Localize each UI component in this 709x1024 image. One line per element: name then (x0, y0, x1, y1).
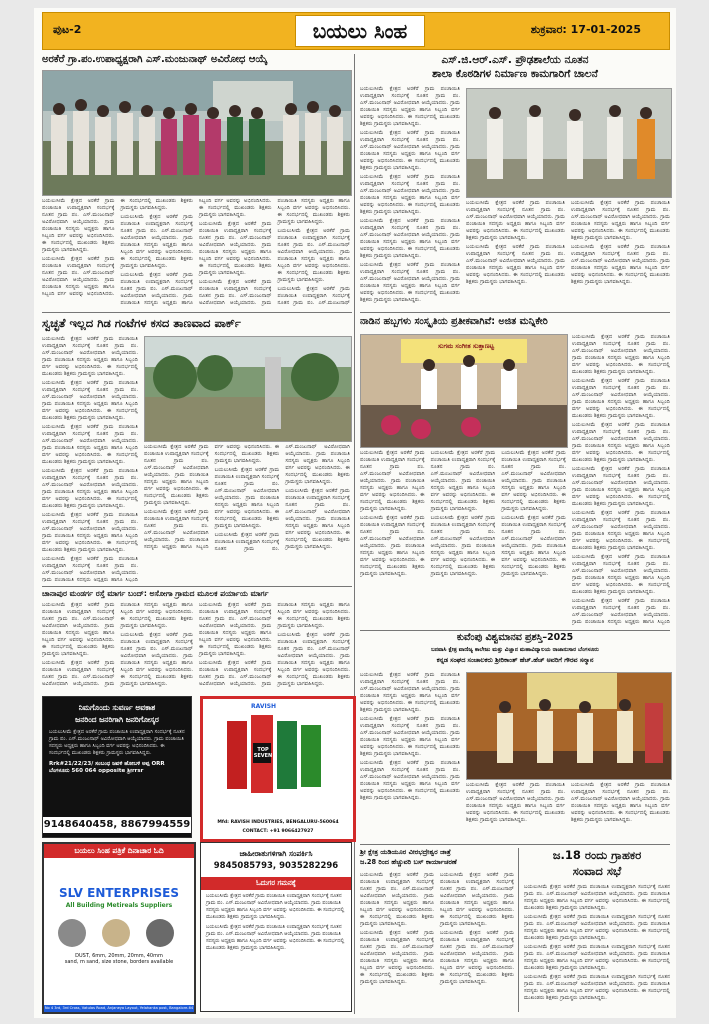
group-photo-image (43, 71, 351, 195)
column-divider-small (518, 848, 519, 1012)
ad-housing-line2: ಜನರಿಂದ ಜನರಿಗಾಗಿ ಜನರಿಗೋಸ್ಕರ (75, 715, 159, 724)
ceremony-photo-image (467, 89, 671, 197)
article-3-body-right: ಬಯಲುಸೀಮೆ ಕ್ಷೇತ್ರದ ಅರಕೆರೆ ಗ್ರಾಮ ಪಂಚಾಯಿತಿ ಉಪಾಧ್ಯಕ್ಷರಾಗಿ ಸಂದರ್ಭಕ್ಕೆ ನೂತನ ಗ್ರಾಮ ಪಂ. ಎಸ್.ಮಂಜುನಾಥ್ ಅವಿರೋಧವಾಗಿ ಆಯ್ಕೆಯಾದರು. ಗ್ರಾಮ ಪಂಚಾಯಿತಿ ಸದಸ್ಯರು ಅಧ್ಯಕ್ಷರು ಹಾಗೂ ಸಿಬ್ಬಂದಿ ವರ್ಗ ಅವರನ್ನು ಅಭಿನಂದಿಸಿದರು. ಈ ಸಂದರ್ಭದಲ್ಲಿ ಮುಖಂಡರು ಶಿಕ್ಷಕರು ಗ್ರಾಮಸ್ಥರು ಭಾಗವಹಿಸಿದ್ದರು. ಬಯಲುಸೀಮೆ ಕ್ಷೇತ್ರದ ಅರಕೆರೆ ಗ್ರಾಮ ಪಂಚಾಯಿತಿ ಉಪಾಧ್ಯಕ್ಷರಾಗಿ ಸಂದರ್ಭಕ್ಕೆ ನೂತನ ಗ್ರಾಮ ಪಂ. ಎಸ್.ಮಂಜುನಾಥ್ ಅವಿರೋಧವಾಗಿ ಆಯ್ಕೆಯಾದರು. ಗ್ರಾಮ ಪಂಚಾಯಿತಿ ಸದಸ್ಯರು ಅಧ್ಯಕ್ಷರು ಹಾಗೂ ಸಿಬ್ಬಂದಿ ವರ್ಗ ಅವರನ್ನು ಅಭಿನಂದಿಸಿದರು. ಈ ಸಂದರ್ಭದಲ್ಲಿ ಮುಖಂಡರು ಶಿಕ್ಷಕರು ಗ್ರಾಮಸ್ಥರು ಭಾಗವಹಿಸಿದ್ದರು. ಬಯಲುಸೀಮೆ ಕ್ಷೇತ್ರದ ಅರಕೆರೆ ಗ್ರಾಮ ಪಂಚಾಯಿತಿ ಉಪಾಧ್ಯಕ್ಷರಾಗಿ ಸಂದರ್ಭಕ್ಕೆ ನೂತನ ಗ್ರಾಮ ಪಂ. ಎಸ್.ಮಂಜುನಾಥ್ ಅವಿರೋಧವಾಗಿ ಆಯ್ಕೆಯಾದರು. ಗ್ರಾಮ ಪಂಚಾಯಿತಿ ಸದಸ್ಯರು ಅಧ್ಯಕ್ಷರು ಹಾಗೂ ಸಿಬ್ಬಂದಿ ವರ್ಗ ಅವರನ್ನು ಅಭಿನಂದಿಸಿದರು. ಈ ಸಂದರ್ಭದಲ್ಲಿ ಮುಖಂಡರು ಶಿಕ್ಷಕರು ಗ್ರಾಮಸ್ಥರು ಭಾಗವಹಿಸಿದ್ದರು. ಬಯಲುಸೀಮೆ ಕ್ಷೇತ್ರದ ಅರಕೆರೆ ಗ್ರಾಮ ಪಂಚಾಯಿತಿ ಉಪಾಧ್ಯಕ್ಷರಾಗಿ ಸಂದರ್ಭಕ್ಕೆ ನೂತನ ಗ್ರಾಮ ಪಂ. ಎಸ್.ಮಂಜುನಾಥ್ ಅವಿರೋಧವಾಗಿ ಆಯ್ಕೆಯಾದರು. ಗ್ರಾಮ ಪಂಚಾಯಿತಿ ಸದಸ್ಯರು ಅಧ್ಯಕ್ಷರು ಹಾಗೂ ಸಿಬ್ಬಂದಿ ವರ್ಗ ಅವರನ್ನು ಅಭಿನಂದಿಸಿದರು. ಈ ಸಂದರ್ಭದಲ್ಲಿ ಮುಖಂಡರು ಶಿಕ್ಷಕರು ಗ್ರಾಮಸ್ಥರು ಭಾಗವಹಿಸಿದ್ದರು. ಬಯಲುಸೀಮೆ ಕ್ಷೇತ್ರದ ಅರಕೆರೆ ಗ್ರಾಮ ಪಂಚಾಯಿತಿ ಉಪಾಧ್ಯಕ್ಷರಾಗಿ ಸಂದರ್ಭಕ್ಕೆ ನೂತನ ಗ್ರಾಮ ಪಂ. ಎಸ್.ಮಂಜುನಾಥ್ ಅವಿರೋಧವಾಗಿ ಆಯ್ಕೆಯಾದರು. ಗ್ರಾಮ ಪಂಚಾಯಿತಿ ಸದಸ್ಯರು ಅಧ್ಯಕ್ಷರು ಹಾಗೂ ಸಿಬ್ಬಂದಿ ವರ್ಗ ಅವರನ್ನು ಅಭಿನಂದಿಸಿದರು. ಈ ಸಂದರ್ಭದಲ್ಲಿ ಮುಖಂಡರು ಶಿಕ್ಷಕರು ಗ್ರಾಮಸ್ಥರು ಭಾಗವಹಿಸಿದ್ದರು. (144, 444, 350, 552)
article-1-headline: ಅರಕೆರೆ ಗ್ರಾ.ಪಂ.ಉಪಾಧ್ಯಕ್ಷರಾಗಿ ಎಸ್.ಮಂಜುನಾಥ್ ಅವಿರೋಧ ಆಯ್ಕೆ (42, 54, 268, 65)
section-rule (360, 844, 670, 845)
article-3-headline: ಸ್ವಚ್ಛತೆ ಇಲ್ಲದ ಗಿಡ ಗಂಟೆಗಳ ಕಸದ ತಾಣವಾದ ಪಾರ್ಕ್ (42, 316, 241, 330)
ad-product-packets (203, 713, 347, 809)
article-4-body-right: ಬಯಲುಸೀಮೆ ಕ್ಷೇತ್ರದ ಅರಕೆರೆ ಗ್ರಾಮ ಪಂಚಾಯಿತಿ ಉಪಾಧ್ಯಕ್ಷರಾಗಿ ಸಂದರ್ಭಕ್ಕೆ ನೂತನ ಗ್ರಾಮ ಪಂ. ಎಸ್.ಮಂಜುನಾಥ್ ಅವಿರೋಧವಾಗಿ ಆಯ್ಕೆಯಾದರು. ಗ್ರಾಮ ಪಂಚಾಯಿತಿ ಸದಸ್ಯರು ಅಧ್ಯಕ್ಷರು ಹಾಗೂ ಸಿಬ್ಬಂದಿ ವರ್ಗ ಅವರನ್ನು ಅಭಿನಂದಿಸಿದರು. ಈ ಸಂದರ್ಭದಲ್ಲಿ ಮುಖಂಡರು ಶಿಕ್ಷಕರು ಗ್ರಾಮಸ್ಥರು ಭಾಗವಹಿಸಿದ್ದರು. ಬಯಲುಸೀಮೆ ಕ್ಷೇತ್ರದ ಅರಕೆರೆ ಗ್ರಾಮ ಪಂಚಾಯಿತಿ ಉಪಾಧ್ಯಕ್ಷರಾಗಿ ಸಂದರ್ಭಕ್ಕೆ ನೂತನ ಗ್ರಾಮ ಪಂ. ಎಸ್.ಮಂಜುನಾಥ್ ಅವಿರೋಧವಾಗಿ ಆಯ್ಕೆಯಾದರು. ಗ್ರಾಮ ಪಂಚಾಯಿತಿ ಸದಸ್ಯರು ಅಧ್ಯಕ್ಷರು ಹಾಗೂ ಸಿಬ್ಬಂದಿ ವರ್ಗ ಅವರನ್ನು ಅಭಿನಂದಿಸಿದರು. ಈ ಸಂದರ್ಭದಲ್ಲಿ ಮುಖಂಡರು ಶಿಕ್ಷಕರು ಗ್ರಾಮಸ್ಥರು ಭಾಗವಹಿಸಿದ್ದರು. ಬಯಲುಸೀಮೆ ಕ್ಷೇತ್ರದ ಅರಕೆರೆ ಗ್ರಾಮ ಪಂಚಾಯಿತಿ ಉಪಾಧ್ಯಕ್ಷರಾಗಿ ಸಂದರ್ಭಕ್ಕೆ ನೂತನ ಗ್ರಾಮ ಪಂ. ಎಸ್.ಮಂಜುನಾಥ್ ಅವಿರೋಧವಾಗಿ ಆಯ್ಕೆಯಾದರು. ಗ್ರಾಮ ಪಂಚಾಯಿತಿ ಸದಸ್ಯರು ಅಧ್ಯಕ್ಷರು ಹಾಗೂ ಸಿಬ್ಬಂದಿ ವರ್ಗ ಅವರನ್ನು ಅಭಿನಂದಿಸಿದರು. ಈ ಸಂದರ್ಭದಲ್ಲಿ ಮುಖಂಡರು ಶಿಕ್ಷಕರು ಗ್ರಾಮಸ್ಥರು ಭಾಗವಹಿಸಿದ್ದರು. ಬಯಲುಸೀಮೆ ಕ್ಷೇತ್ರದ ಅರಕೆರೆ ಗ್ರಾಮ ಪಂಚಾಯಿತಿ ಉಪಾಧ್ಯಕ್ಷರಾಗಿ ಸಂದರ್ಭಕ್ಕೆ ನೂತನ ಗ್ರಾಮ ಪಂ. ಎಸ್.ಮಂಜುನಾಥ್ ಅವಿರೋಧವಾಗಿ ಆಯ್ಕೆಯಾದರು. ಗ್ರಾಮ ಪಂಚಾಯಿತಿ ಸದಸ್ಯರು ಅಧ್ಯಕ್ಷರು ಹಾಗೂ ಸಿಬ್ಬಂದಿ ವರ್ಗ ಅವರನ್ನು ಅಭಿನಂದಿಸಿದರು. ಈ ಸಂದರ್ಭದಲ್ಲಿ ಮುಖಂಡರು ಶಿಕ್ಷಕರು ಗ್ರಾಮಸ್ಥರು ಭಾಗವಹಿಸಿದ್ದರು. ಬಯಲುಸೀಮೆ ಕ್ಷೇತ್ರದ ಅರಕೆರೆ ಗ್ರಾಮ ಪಂಚಾಯಿತಿ ಉಪಾಧ್ಯಕ್ಷರಾಗಿ ಸಂದರ್ಭಕ್ಕೆ ನೂತನ ಗ್ರಾಮ ಪಂ. ಎಸ್.ಮಂಜುನಾಥ್ ಅವಿರೋಧವಾಗಿ ಆಯ್ಕೆಯಾದರು. ಗ್ರಾಮ ಪಂಚಾಯಿತಿ ಸದಸ್ಯರು ಅಧ್ಯಕ್ಷರು ಹಾಗೂ ಸಿಬ್ಬಂದಿ ವರ್ಗ ಅವರನ್ನು ಅಭಿನಂದಿಸಿದರು. ಈ ಸಂದರ್ಭದಲ್ಲಿ ಮುಖಂಡರು ಶಿಕ್ಷಕರು ಗ್ರಾಮಸ್ಥರು ಭಾಗವಹಿಸಿದ್ದರು. ಬಯಲುಸೀಮೆ ಕ್ಷೇತ್ರದ ಅರಕೆರೆ ಗ್ರಾಮ ಪಂಚಾಯಿತಿ ಉಪಾಧ್ಯಕ್ಷರಾಗಿ ಸಂದರ್ಭಕ್ಕೆ ನೂತನ ಗ್ರಾಮ ಪಂ. ಎಸ್.ಮಂಜುನಾಥ್ ಅವಿರೋಧವಾಗಿ ಆಯ್ಕೆಯಾದರು. ಗ್ರಾಮ ಪಂಚಾಯಿತಿ ಸದಸ್ಯರು ಅಧ್ಯಕ್ಷರು ಹಾಗೂ ಸಿಬ್ಬಂದಿ ವರ್ಗ ಅವರನ್ನು ಅಭಿನಂದಿಸಿದರು. ಈ ಸಂದರ್ಭದಲ್ಲಿ ಮುಖಂಡರು ಶಿಕ್ಷಕರು ಗ್ರಾಮಸ್ಥರು ಭಾಗವಹಿಸಿದ್ದರು. ಬಯಲುಸೀಮೆ ಕ್ಷೇತ್ರದ ಅರಕೆರೆ ಗ್ರಾಮ ಪಂಚಾಯಿತಿ ಉಪಾಧ್ಯಕ್ಷರಾಗಿ ಸಂದರ್ಭಕ್ಕೆ ನೂತನ ಗ್ರಾಮ ಪಂ. ಎಸ್.ಮಂಜುನಾಥ್ ಅವಿರೋಧವಾಗಿ ಆಯ್ಕೆಯಾದರು. ಗ್ರಾಮ ಪಂಚಾಯಿತಿ ಸದಸ್ಯರು ಅಧ್ಯಕ್ಷರು ಹಾಗೂ ಸಿಬ್ಬಂದಿ (572, 334, 670, 625)
park-photo-image (145, 337, 351, 441)
masthead-title-box (295, 15, 425, 47)
article-6-photo (466, 672, 672, 780)
ad-contact-notice-body: ಬಯಲುಸೀಮೆ ಕ್ಷೇತ್ರದ ಅರಕೆರೆ ಗ್ರಾಮ ಪಂಚಾಯಿತಿ ಉಪಾಧ್ಯಕ್ಷರಾಗಿ ಸಂದರ್ಭಕ್ಕೆ ನೂತನ ಗ್ರಾಮ ಪಂ. ಎಸ್.ಮಂಜುನಾಥ್ ಅವಿರೋಧವಾಗಿ ಆಯ್ಕೆಯಾದರು. ಗ್ರಾಮ ಪಂಚಾಯಿತಿ ಸದಸ್ಯರು ಅಧ್ಯಕ್ಷರು ಹಾಗೂ ಸಿಬ್ಬಂದಿ ವರ್ಗ ಅವರನ್ನು ಅಭಿನಂದಿಸಿದರು. ಈ ಸಂದರ್ಭದಲ್ಲಿ ಮುಖಂಡರು ಶಿಕ್ಷಕರು ಗ್ರಾಮಸ್ಥರು ಭಾಗವಹಿಸಿದ್ದರು. (206, 893, 345, 920)
article-7-headline-2: ಜ.28 ರಿಂದ ಹೆಚ್ಚುವರಿ ಬಸ್ ಕಾರ್ಯಾಚರಣೆ (360, 858, 457, 866)
article-7-headline-1: ಶ್ರೀ ಕ್ಷೇತ್ರ ಯಡಿಯೂರ ವೀರಭದ್ರೇಶ್ವರ ಜಾತ್ರೆ (360, 848, 451, 856)
article-2-body-top: ಬಯಲುಸೀಮೆ ಕ್ಷೇತ್ರದ ಅರಕೆರೆ ಗ್ರಾಮ ಪಂಚಾಯಿತಿ ಉಪಾಧ್ಯಕ್ಷರಾಗಿ ಸಂದರ್ಭಕ್ಕೆ ನೂತನ ಗ್ರಾಮ ಪಂ. ಎಸ್.ಮಂಜುನಾಥ್ ಅವಿರೋಧವಾಗಿ ಆಯ್ಕೆಯಾದರು. ಗ್ರಾಮ ಪಂಚಾಯಿತಿ ಸದಸ್ಯರು ಅಧ್ಯಕ್ಷರು ಹಾಗೂ ಸಿಬ್ಬಂದಿ ವರ್ಗ ಅವರನ್ನು ಅಭಿನಂದಿಸಿದರು. ಈ ಸಂದರ್ಭದಲ್ಲಿ ಮುಖಂಡರು ಶಿಕ್ಷಕರು ಗ್ರಾಮಸ್ಥರು ಭಾಗವಹಿಸಿದ್ದರು. ಬಯಲುಸೀಮೆ ಕ್ಷೇತ್ರದ ಅರಕೆರೆ ಗ್ರಾಮ ಪಂಚಾಯಿತಿ ಉಪಾಧ್ಯಕ್ಷರಾಗಿ ಸಂದರ್ಭಕ್ಕೆ ನೂತನ ಗ್ರಾಮ ಪಂ. ಎಸ್.ಮಂಜುನಾಥ್ ಅವಿರೋಧವಾಗಿ ಆಯ್ಕೆಯಾದರು. ಗ್ರಾಮ ಪಂಚಾಯಿತಿ ಸದಸ್ಯರು ಅಧ್ಯಕ್ಷರು ಹಾಗೂ ಸಿಬ್ಬಂದಿ ವರ್ಗ ಅವರನ್ನು ಅಭಿನಂದಿಸಿದರು. ಈ ಸಂದರ್ಭದಲ್ಲಿ ಮುಖಂಡರು ಶಿಕ್ಷಕರು ಗ್ರಾಮಸ್ಥರು ಭಾಗವಹಿಸಿದ್ದರು. ಬಯಲುಸೀಮೆ ಕ್ಷೇತ್ರದ ಅರಕೆರೆ ಗ್ರಾಮ ಪಂಚಾಯಿತಿ ಉಪಾಧ್ಯಕ್ಷರಾಗಿ ಸಂದರ್ಭಕ್ಕೆ ನೂತನ ಗ್ರಾಮ ಪಂ. ಎಸ್.ಮಂಜುನಾಥ್ ಅವಿರೋಧವಾಗಿ ಆಯ್ಕೆಯಾದರು. ಗ್ರಾಮ ಪಂಚಾಯಿತಿ ಸದಸ್ಯರು ಅಧ್ಯಕ್ಷರು ಹಾಗೂ ಸಿಬ್ಬಂದಿ ವರ್ಗ ಅವರನ್ನು ಅಭಿನಂದಿಸಿದರು. ಈ ಸಂದರ್ಭದಲ್ಲಿ ಮುಖಂಡರು ಶಿಕ್ಷಕರು ಗ್ರಾಮಸ್ಥರು ಭಾಗವಹಿಸಿದ್ದರು. ಬಯಲುಸೀಮೆ ಕ್ಷೇತ್ರದ ಅರಕೆರೆ ಗ್ರಾಮ ಪಂಚಾಯಿತಿ ಉಪಾಧ್ಯಕ್ಷರಾಗಿ ಸಂದರ್ಭಕ್ಕೆ ನೂತನ ಗ್ರಾಮ ಪಂ. ಎಸ್.ಮಂಜುನಾಥ್ ಅವಿರೋಧವಾಗಿ ಆಯ್ಕೆಯಾದರು. ಗ್ರಾಮ ಪಂಚಾಯಿತಿ ಸದಸ್ಯರು ಅಧ್ಯಕ್ಷರು ಹಾಗೂ ಸಿಬ್ಬಂದಿ ವರ್ಗ ಅವರನ್ನು ಅಭಿನಂದಿಸಿದರು. ಈ ಸಂದರ್ಭದಲ್ಲಿ ಮುಖಂಡರು ಶಿಕ್ಷಕರು ಗ್ರಾಮಸ್ಥರು ಭಾಗವಹಿಸಿದ್ದರು. ಬಯಲುಸೀಮೆ ಕ್ಷೇತ್ರದ ಅರಕೆರೆ ಗ್ರಾಮ ಪಂಚಾಯಿತಿ ಉಪಾಧ್ಯಕ್ಷರಾಗಿ ಸಂದರ್ಭಕ್ಕೆ ನೂತನ ಗ್ರಾಮ ಪಂ. ಎಸ್.ಮಂಜುನಾಥ್ ಅವಿರೋಧವಾಗಿ ಆಯ್ಕೆಯಾದರು. ಗ್ರಾಮ ಪಂಚಾಯಿತಿ ಸದಸ್ಯರು ಅಧ್ಯಕ್ಷರು ಹಾಗೂ ಸಿಬ್ಬಂದಿ ವರ್ಗ ಅವರನ್ನು ಅಭಿನಂದಿಸಿದರು. ಈ ಸಂದರ್ಭದಲ್ಲಿ ಮುಖಂಡರು ಶಿಕ್ಷಕರು ಗ್ರಾಮಸ್ಥರು ಭಾಗವಹಿಸಿದ್ದರು. (360, 86, 460, 303)
ad-slv-footer: No 4 3rd, 3rd Cross, Vatulas Road, Anjaneya Layout, Yelahanka post, Bangalore-64 (44, 1006, 194, 1010)
ad-slv-enterprises (42, 842, 196, 1014)
ad-slv-products: DUST, 6mm, 20mm, 20mm, 40mm (75, 953, 163, 959)
ad-slv-tagline: All Building Metireals Suppliers (65, 902, 173, 909)
newspaper-page (34, 8, 676, 1018)
ad-slv-materials-image (44, 913, 190, 953)
ad-contact-notice-title: ಓದುಗರ ಗಮನಕ್ಕೆ (201, 877, 351, 890)
section-rule (42, 312, 352, 313)
ad-slv-company: SLV ENTERPRISES (59, 886, 179, 900)
page-label: ಪುಟ-2 (53, 23, 82, 36)
ad-housing-pin: ಬೆಂಗಳೂರು 560 064 opposite ಶ್ರೀrrsr (49, 768, 144, 774)
ad-product (200, 696, 356, 842)
article-1-body: ಬಯಲುಸೀಮೆ ಕ್ಷೇತ್ರದ ಅರಕೆರೆ ಗ್ರಾಮ ಪಂಚಾಯಿತಿ ಉಪಾಧ್ಯಕ್ಷರಾಗಿ ಸಂದರ್ಭಕ್ಕೆ ನೂತನ ಗ್ರಾಮ ಪಂ. ಎಸ್.ಮಂಜುನಾಥ್ ಅವಿರೋಧವಾಗಿ ಆಯ್ಕೆಯಾದರು. ಗ್ರಾಮ ಪಂಚಾಯಿತಿ ಸದಸ್ಯರು ಅಧ್ಯಕ್ಷರು ಹಾಗೂ ಸಿಬ್ಬಂದಿ ವರ್ಗ ಅವರನ್ನು ಅಭಿನಂದಿಸಿದರು. ಈ ಸಂದರ್ಭದಲ್ಲಿ ಮುಖಂಡರು ಶಿಕ್ಷಕರು ಗ್ರಾಮಸ್ಥರು ಭಾಗವಹಿಸಿದ್ದರು. ಬಯಲುಸೀಮೆ ಕ್ಷೇತ್ರದ ಅರಕೆರೆ ಗ್ರಾಮ ಪಂಚಾಯಿತಿ ಉಪಾಧ್ಯಕ್ಷರಾಗಿ ಸಂದರ್ಭಕ್ಕೆ ನೂತನ ಗ್ರಾಮ ಪಂ. ಎಸ್.ಮಂಜುನಾಥ್ ಅವಿರೋಧವಾಗಿ ಆಯ್ಕೆಯಾದರು. ಗ್ರಾಮ ಪಂಚಾಯಿತಿ ಸದಸ್ಯರು ಅಧ್ಯಕ್ಷರು ಹಾಗೂ ಸಿಬ್ಬಂದಿ ವರ್ಗ ಅವರನ್ನು ಅಭಿನಂದಿಸಿದರು. ಈ ಸಂದರ್ಭದಲ್ಲಿ ಮುಖಂಡರು ಶಿಕ್ಷಕರು ಗ್ರಾಮಸ್ಥರು ಭಾಗವಹಿಸಿದ್ದರು. ಬಯಲುಸೀಮೆ ಕ್ಷೇತ್ರದ ಅರಕೆರೆ ಗ್ರಾಮ ಪಂಚಾಯಿತಿ ಉಪಾಧ್ಯಕ್ಷರಾಗಿ ಸಂದರ್ಭಕ್ಕೆ ನೂತನ ಗ್ರಾಮ ಪಂ. ಎಸ್.ಮಂಜುನಾಥ್ ಅವಿರೋಧವಾಗಿ ಆಯ್ಕೆಯಾದರು. ಗ್ರಾಮ ಪಂಚಾಯಿತಿ ಸದಸ್ಯರು ಅಧ್ಯಕ್ಷರು ಹಾಗೂ ಸಿಬ್ಬಂದಿ ವರ್ಗ ಅವರನ್ನು ಅಭಿನಂದಿಸಿದರು. ಈ ಸಂದರ್ಭದಲ್ಲಿ ಮುಖಂಡರು ಶಿಕ್ಷಕರು ಗ್ರಾಮಸ್ಥರು ಭಾಗವಹಿಸಿದ್ದರು. ಬಯಲುಸೀಮೆ ಕ್ಷೇತ್ರದ ಅರಕೆರೆ ಗ್ರಾಮ ಪಂಚಾಯಿತಿ ಉಪಾಧ್ಯಕ್ಷರಾಗಿ ಸಂದರ್ಭಕ್ಕೆ ನೂತನ ಗ್ರಾಮ ಪಂ. ಎಸ್.ಮಂಜುನಾಥ್ ಅವಿರೋಧವಾಗಿ ಆಯ್ಕೆಯಾದರು. ಗ್ರಾಮ ಪಂಚಾಯಿತಿ ಸದಸ್ಯರು ಅಧ್ಯಕ್ಷರು ಹಾಗೂ ಸಿಬ್ಬಂದಿ ವರ್ಗ ಅವರನ್ನು ಅಭಿನಂದಿಸಿದರು. ಈ ಸಂದರ್ಭದಲ್ಲಿ ಮುಖಂಡರು ಶಿಕ್ಷಕರು ಗ್ರಾಮಸ್ಥರು ಭಾಗವಹಿಸಿದ್ದರು. ಬಯಲುಸೀಮೆ ಕ್ಷೇತ್ರದ ಅರಕೆರೆ ಗ್ರಾಮ ಪಂಚಾಯಿತಿ ಉಪಾಧ್ಯಕ್ಷರಾಗಿ ಸಂದರ್ಭಕ್ಕೆ ನೂತನ ಗ್ರಾಮ ಪಂ. ಎಸ್.ಮಂಜುನಾಥ್ ಅವಿರೋಧವಾಗಿ ಆಯ್ಕೆಯಾದರು. ಗ್ರಾಮ ಪಂಚಾಯಿತಿ ಸದಸ್ಯರು ಅಧ್ಯಕ್ಷರು ಹಾಗೂ ಸಿಬ್ಬಂದಿ ವರ್ಗ ಅವರನ್ನು ಅಭಿನಂದಿಸಿದರು. ಈ ಸಂದರ್ಭದಲ್ಲಿ ಮುಖಂಡರು ಶಿಕ್ಷಕರು ಗ್ರಾಮಸ್ಥರು ಭಾಗವಹಿಸಿದ್ದರು. ಬಯಲುಸೀಮೆ ಕ್ಷೇತ್ರದ ಅರಕೆರೆ ಗ್ರಾಮ ಪಂಚಾಯಿತಿ ಉಪಾಧ್ಯಕ್ಷರಾಗಿ ಸಂದರ್ಭಕ್ಕೆ ನೂತನ ಗ್ರಾಮ ಪಂ. ಎಸ್.ಮಂಜುನಾಥ್ ಅವಿರೋಧವಾಗಿ ಆಯ್ಕೆಯಾದರು. ಗ್ರಾಮ ಪಂಚಾಯಿತಿ ಸದಸ್ಯರು ಅಧ್ಯಕ್ಷರು ಹಾಗೂ ಸಿಬ್ಬಂದಿ ವರ್ಗ ಅವರನ್ನು ಅಭಿನಂದಿಸಿದರು. ಈ ಸಂದರ್ಭದಲ್ಲಿ ಮುಖಂಡರು ಶಿಕ್ಷಕರು ಗ್ರಾಮಸ್ಥರು ಭಾಗವಹಿಸಿದ್ದರು. ಬಯಲುಸೀಮೆ ಕ್ಷೇತ್ರದ ಅರಕೆರೆ ಗ್ರಾಮ ಪಂಚಾಯಿತಿ ಉಪಾಧ್ಯಕ್ಷರಾಗಿ ಸಂದರ್ಭಕ್ಕೆ ನೂತನ ಗ್ರಾಮ ಪಂ. ಎಸ್.ಮಂಜುನಾಥ್ ಅವಿರೋಧವಾಗಿ ಆಯ್ಕೆಯಾದರು. ಗ್ರಾಮ ಪಂಚಾಯಿತಿ ಸದಸ್ಯರು ಅಧ್ಯಕ್ಷರು ಹಾಗೂ ಸಿಬ್ಬಂದಿ ವರ್ಗ ಅವರನ್ನು ಅಭಿನಂದಿಸಿದರು. ಈ ಸಂದರ್ಭದಲ್ಲಿ ಮುಖಂಡರು ಶಿಕ್ಷಕರು ಗ್ರಾಮಸ್ಥರು ಭಾಗವಹಿಸಿದ್ದರು. ಬಯಲುಸೀಮೆ ಕ್ಷೇತ್ರದ ಅರಕೆರೆ ಗ್ರಾಮ ಪಂಚಾಯಿತಿ ಉಪಾಧ್ಯಕ್ಷರಾಗಿ ಸಂದರ್ಭಕ್ಕೆ ನೂತನ ಗ್ರಾಮ ಪಂ. ಎಸ್.ಮಂಜುನಾಥ್ (42, 198, 350, 306)
section-rule (42, 586, 352, 587)
newspaper-title: ಬಯಲು ಸಿಂಹ (312, 19, 408, 43)
ad-housing (42, 696, 192, 838)
article-4-headline: ನಾಡಿನ ಹಬ್ಬಗಳು ಸಂಸ್ಕೃತಿಯ ಪ್ರತೀಕವಾಗಿವೆ: ಅಜಿತ ಮನ್ನಿಕೇರಿ (360, 316, 548, 327)
date-label: ಶುಕ್ರವಾರ: 17-01-2025 (530, 23, 641, 36)
article-2-body-bottom: ಬಯಲುಸೀಮೆ ಕ್ಷೇತ್ರದ ಅರಕೆರೆ ಗ್ರಾಮ ಪಂಚಾಯಿತಿ ಉಪಾಧ್ಯಕ್ಷರಾಗಿ ಸಂದರ್ಭಕ್ಕೆ ನೂತನ ಗ್ರಾಮ ಪಂ. ಎಸ್.ಮಂಜುನಾಥ್ ಅವಿರೋಧವಾಗಿ ಆಯ್ಕೆಯಾದರು. ಗ್ರಾಮ ಪಂಚಾಯಿತಿ ಸದಸ್ಯರು ಅಧ್ಯಕ್ಷರು ಹಾಗೂ ಸಿಬ್ಬಂದಿ ವರ್ಗ ಅವರನ್ನು ಅಭಿನಂದಿಸಿದರು. ಈ ಸಂದರ್ಭದಲ್ಲಿ ಮುಖಂಡರು ಶಿಕ್ಷಕರು ಗ್ರಾಮಸ್ಥರು ಭಾಗವಹಿಸಿದ್ದರು. ಬಯಲುಸೀಮೆ ಕ್ಷೇತ್ರದ ಅರಕೆರೆ ಗ್ರಾಮ ಪಂಚಾಯಿತಿ ಉಪಾಧ್ಯಕ್ಷರಾಗಿ ಸಂದರ್ಭಕ್ಕೆ ನೂತನ ಗ್ರಾಮ ಪಂ. ಎಸ್.ಮಂಜುನಾಥ್ ಅವಿರೋಧವಾಗಿ ಆಯ್ಕೆಯಾದರು. ಗ್ರಾಮ ಪಂಚಾಯಿತಿ ಸದಸ್ಯರು ಅಧ್ಯಕ್ಷರು ಹಾಗೂ ಸಿಬ್ಬಂದಿ ವರ್ಗ ಅವರನ್ನು ಅಭಿನಂದಿಸಿದರು. ಈ ಸಂದರ್ಭದಲ್ಲಿ ಮುಖಂಡರು ಶಿಕ್ಷಕರು ಗ್ರಾಮಸ್ಥರು ಭಾಗವಹಿಸಿದ್ದರು. ಬಯಲುಸೀಮೆ ಕ್ಷೇತ್ರದ ಅರಕೆರೆ ಗ್ರಾಮ ಪಂಚಾಯಿತಿ ಉಪಾಧ್ಯಕ್ಷರಾಗಿ ಸಂದರ್ಭಕ್ಕೆ ನೂತನ ಗ್ರಾಮ ಪಂ. ಎಸ್.ಮಂಜುನಾಥ್ ಅವಿರೋಧವಾಗಿ ಆಯ್ಕೆಯಾದರು. ಗ್ರಾಮ ಪಂಚಾಯಿತಿ ಸದಸ್ಯರು ಅಧ್ಯಕ್ಷರು ಹಾಗೂ ಸಿಬ್ಬಂದಿ ವರ್ಗ ಅವರನ್ನು ಅಭಿನಂದಿಸಿದರು. ಈ ಸಂದರ್ಭದಲ್ಲಿ ಮುಖಂಡರು ಶಿಕ್ಷಕರು ಗ್ರಾಮಸ್ಥರು ಭಾಗವಹಿಸಿದ್ದರು. ಬಯಲುಸೀಮೆ ಕ್ಷೇತ್ರದ ಅರಕೆರೆ ಗ್ರಾಮ ಪಂಚಾಯಿತಿ ಉಪಾಧ್ಯಕ್ಷರಾಗಿ ಸಂದರ್ಭಕ್ಕೆ ನೂತನ ಗ್ರಾಮ ಪಂ. ಎಸ್.ಮಂಜುನಾಥ್ ಅವಿರೋಧವಾಗಿ ಆಯ್ಕೆಯಾದರು. ಗ್ರಾಮ ಪಂಚಾಯಿತಿ ಸದಸ್ಯರು ಅಧ್ಯಕ್ಷರು ಹಾಗೂ ಸಿಬ್ಬಂದಿ ವರ್ಗ ಅವರನ್ನು ಅಭಿನಂದಿಸಿದರು. ಈ ಸಂದರ್ಭದಲ್ಲಿ ಮುಖಂಡರು ಶಿಕ್ಷಕರು ಗ್ರಾಮಸ್ಥರು ಭಾಗವಹಿಸಿದ್ದರು. (466, 200, 670, 285)
ad-product-brand: RAVISH (251, 703, 277, 710)
article-2-headline-2: ಶಾಲಾ ಕೊಠಡಿಗಳ ನಿರ್ಮಾಣ ಕಾಮಗಾರಿಗೆ ಚಾಲನೆ (432, 68, 598, 80)
article-5-headline: ಚಾನಾಪುರ ಮಂಡರ್ಗ ರಸ್ತೆ ಮಾರ್ಗ ಬಂದ್: ಅಸೋಗಾ ಗ್ರಾಮದ ಮೂಲಕ ಪರ್ಯಾಯ ಮಾರ್ಗ (42, 589, 269, 598)
article-5-body: ಬಯಲುಸೀಮೆ ಕ್ಷೇತ್ರದ ಅರಕೆರೆ ಗ್ರಾಮ ಪಂಚಾಯಿತಿ ಉಪಾಧ್ಯಕ್ಷರಾಗಿ ಸಂದರ್ಭಕ್ಕೆ ನೂತನ ಗ್ರಾಮ ಪಂ. ಎಸ್.ಮಂಜುನಾಥ್ ಅವಿರೋಧವಾಗಿ ಆಯ್ಕೆಯಾದರು. ಗ್ರಾಮ ಪಂಚಾಯಿತಿ ಸದಸ್ಯರು ಅಧ್ಯಕ್ಷರು ಹಾಗೂ ಸಿಬ್ಬಂದಿ ವರ್ಗ ಅವರನ್ನು ಅಭಿನಂದಿಸಿದರು. ಈ ಸಂದರ್ಭದಲ್ಲಿ ಮುಖಂಡರು ಶಿಕ್ಷಕರು ಗ್ರಾಮಸ್ಥರು ಭಾಗವಹಿಸಿದ್ದರು. ಬಯಲುಸೀಮೆ ಕ್ಷೇತ್ರದ ಅರಕೆರೆ ಗ್ರಾಮ ಪಂಚಾಯಿತಿ ಉಪಾಧ್ಯಕ್ಷರಾಗಿ ಸಂದರ್ಭಕ್ಕೆ ನೂತನ ಗ್ರಾಮ ಪಂ. ಎಸ್.ಮಂಜುನಾಥ್ ಅವಿರೋಧವಾಗಿ ಆಯ್ಕೆಯಾದರು. ಗ್ರಾಮ ಪಂಚಾಯಿತಿ ಸದಸ್ಯರು ಅಧ್ಯಕ್ಷರು ಹಾಗೂ ಸಿಬ್ಬಂದಿ ವರ್ಗ ಅವರನ್ನು ಅಭಿನಂದಿಸಿದರು. ಈ ಸಂದರ್ಭದಲ್ಲಿ ಮುಖಂಡರು ಶಿಕ್ಷಕರು ಗ್ರಾಮಸ್ಥರು ಭಾಗವಹಿಸಿದ್ದರು. ಬಯಲುಸೀಮೆ ಕ್ಷೇತ್ರದ ಅರಕೆರೆ ಗ್ರಾಮ ಪಂಚಾಯಿತಿ ಉಪಾಧ್ಯಕ್ಷರಾಗಿ ಸಂದರ್ಭಕ್ಕೆ ನೂತನ ಗ್ರಾಮ ಪಂ. ಎಸ್.ಮಂಜುನಾಥ್ ಅವಿರೋಧವಾಗಿ ಆಯ್ಕೆಯಾದರು. ಗ್ರಾಮ ಪಂಚಾಯಿತಿ ಸದಸ್ಯರು ಅಧ್ಯಕ್ಷರು ಹಾಗೂ ಸಿಬ್ಬಂದಿ ವರ್ಗ ಅವರನ್ನು ಅಭಿನಂದಿಸಿದರು. ಈ ಸಂದರ್ಭದಲ್ಲಿ ಮುಖಂಡರು ಶಿಕ್ಷಕರು ಗ್ರಾಮಸ್ಥರು ಭಾಗವಹಿಸಿದ್ದರು. ಬಯಲುಸೀಮೆ ಕ್ಷೇತ್ರದ ಅರಕೆರೆ ಗ್ರಾಮ ಪಂಚಾಯಿತಿ ಉಪಾಧ್ಯಕ್ಷರಾಗಿ ಸಂದರ್ಭಕ್ಕೆ ನೂತನ ಗ್ರಾಮ ಪಂ. ಎಸ್.ಮಂಜುನಾಥ್ ಅವಿರೋಧವಾಗಿ ಆಯ್ಕೆಯಾದರು. ಗ್ರಾಮ ಪಂಚಾಯಿತಿ ಸದಸ್ಯರು ಅಧ್ಯಕ್ಷರು ಹಾಗೂ ಸಿಬ್ಬಂದಿ ವರ್ಗ ಅವರನ್ನು ಅಭಿನಂದಿಸಿದರು. ಈ ಸಂದರ್ಭದಲ್ಲಿ ಮುಖಂಡರು ಶಿಕ್ಷಕರು ಗ್ರಾಮಸ್ಥರು ಭಾಗವಹಿಸಿದ್ದರು. ಬಯಲುಸೀಮೆ ಕ್ಷೇತ್ರದ ಅರಕೆರೆ ಗ್ರಾಮ ಪಂಚಾಯಿತಿ ಉಪಾಧ್ಯಕ್ಷರಾಗಿ ಸಂದರ್ಭಕ್ಕೆ ನೂತನ ಗ್ರಾಮ ಪಂ. ಎಸ್.ಮಂಜುನಾಥ್ ಅವಿರೋಧವಾಗಿ ಆಯ್ಕೆಯಾದರು. ಗ್ರಾಮ ಪಂಚಾಯಿತಿ ಸದಸ್ಯರು ಅಧ್ಯಕ್ಷರು ಹಾಗೂ ಸಿಬ್ಬಂದಿ ವರ್ಗ ಅವರನ್ನು ಅಭಿನಂದಿಸಿದರು. ಈ ಸಂದರ್ಭದಲ್ಲಿ ಮುಖಂಡರು ಶಿಕ್ಷಕರು ಗ್ರಾಮಸ್ಥರು ಭಾಗವಹಿಸಿದ್ದರು. ಬಯಲುಸೀಮೆ ಕ್ಷೇತ್ರದ ಅರಕೆರೆ ಗ್ರಾಮ ಪಂಚಾಯಿತಿ ಉಪಾಧ್ಯಕ್ಷರಾಗಿ ಸಂದರ್ಭಕ್ಕೆ ನೂತನ ಗ್ರಾಮ ಪಂ. ಎಸ್.ಮಂಜುನಾಥ್ ಅವಿರೋಧವಾಗಿ ಆಯ್ಕೆಯಾದರು. ಗ್ರಾಮ ಪಂಚಾಯಿತಿ ಸದಸ್ಯರು ಅಧ್ಯಕ್ಷರು ಹಾಗೂ ಸಿಬ್ಬಂದಿ ವರ್ಗ ಅವರನ್ನು ಅಭಿನಂದಿಸಿದರು. ಈ ಸಂದರ್ಭದಲ್ಲಿ ಮುಖಂಡರು ಶಿಕ್ಷಕರು ಗ್ರಾಮಸ್ಥರು ಭಾಗವಹಿಸಿದ್ದರು. (42, 602, 350, 687)
award-ceremony-image (467, 673, 671, 779)
ad-contact (200, 842, 352, 1012)
article-8-headline-1: ಜ.18 ರಂದು ಗ್ರಾಹಕರ (552, 848, 642, 862)
article-6-subhead-2: ಕನ್ನಡ ಸಂಘದ ಸಂಚಾಲಕರು ಶ್ರೀರಿಕಾಂತ್ ಹೆಚ್.ಹೆಚ್ ಅವರಿಗೆ ಗೌರವ ಸನ್ಮಾನ (436, 656, 594, 664)
article-2-headline-1: ಎಸ್.ಜಿ.ಆರ್.ಎಸ್. ಪ್ರೌಢಶಾಲೆಯ ನೂತನ (441, 54, 589, 66)
article-2-photo (466, 88, 672, 198)
ad-contact-header: ಜಾಹೀರಾತುಗಳಿಗಾಗಿ ಸಂಪರ್ಕಿಸಿ (239, 849, 313, 858)
article-6-headline: ಕುವೆಂಪು ವಿಶ್ವಮಾನವ ಪ್ರಶಸ್ತಿ–2025 (456, 632, 574, 643)
article-6-body-bottom: ಬಯಲುಸೀಮೆ ಕ್ಷೇತ್ರದ ಅರಕೆರೆ ಗ್ರಾಮ ಪಂಚಾಯಿತಿ ಉಪಾಧ್ಯಕ್ಷರಾಗಿ ಸಂದರ್ಭಕ್ಕೆ ನೂತನ ಗ್ರಾಮ ಪಂ. ಎಸ್.ಮಂಜುನಾಥ್ ಅವಿರೋಧವಾಗಿ ಆಯ್ಕೆಯಾದರು. ಗ್ರಾಮ ಪಂಚಾಯಿತಿ ಸದಸ್ಯರು ಅಧ್ಯಕ್ಷರು ಹಾಗೂ ಸಿಬ್ಬಂದಿ ವರ್ಗ ಅವರನ್ನು ಅಭಿನಂದಿಸಿದರು. ಈ ಸಂದರ್ಭದಲ್ಲಿ ಮುಖಂಡರು ಶಿಕ್ಷಕರು ಗ್ರಾಮಸ್ಥರು ಭಾಗವಹಿಸಿದ್ದರು. ಬಯಲುಸೀಮೆ ಕ್ಷೇತ್ರದ ಅರಕೆರೆ ಗ್ರಾಮ ಪಂಚಾಯಿತಿ ಉಪಾಧ್ಯಕ್ಷರಾಗಿ ಸಂದರ್ಭಕ್ಕೆ ನೂತನ ಗ್ರಾಮ ಪಂ. ಎಸ್.ಮಂಜುನಾಥ್ ಅವಿರೋಧವಾಗಿ ಆಯ್ಕೆಯಾದರು. ಗ್ರಾಮ ಪಂಚಾಯಿತಿ ಸದಸ್ಯರು ಅಧ್ಯಕ್ಷರು ಹಾಗೂ ಸಿಬ್ಬಂದಿ ವರ್ಗ ಅವರನ್ನು ಅಭಿನಂದಿಸಿದರು. ಈ ಸಂದರ್ಭದಲ್ಲಿ ಮುಖಂಡರು ಶಿಕ್ಷಕರು ಗ್ರಾಮಸ್ಥರು ಭಾಗವಹಿಸಿದ್ದರು. (466, 782, 670, 823)
ad-contact-phones: 9845085793, 9035282296 (213, 861, 339, 871)
article-4-photo (360, 334, 568, 448)
article-4-banner-text: ಸುಗಮ ಸಂಗೀತ ಸುತ್ತಾಣಟ್ಟ (437, 342, 495, 350)
masthead (42, 12, 670, 50)
ad-housing-address: Rrk#21/22/23/ ಸಂಬಂಧ ಜವಳಿ ಹೋಬಳಿ ಅಪ್ಪ ORR (49, 761, 165, 767)
article-6-subhead-1: ಬನವಾಸಿ ಕ್ಷೇತ್ರ ವಾಣಿಜ್ಯ ಕಾಲೇಜು ಮತ್ತು ವಿಜ್ಞಾನ ಮಹಾವಿದ್ಯಾಲಯ ರಾಜಾನುಸಾರ ಬೆಂಗಳೂರು (431, 647, 599, 653)
ad-housing-body: ಬಯಲುಸೀಮೆ ಕ್ಷೇತ್ರದ ಅರಕೆರೆ ಗ್ರಾಮ ಪಂಚಾಯಿತಿ ಉಪಾಧ್ಯಕ್ಷರಾಗಿ ಸಂದರ್ಭಕ್ಕೆ ನೂತನ ಗ್ರಾಮ ಪಂ. ಎಸ್.ಮಂಜುನಾಥ್ ಅವಿರೋಧವಾಗಿ ಆಯ್ಕೆಯಾದರು. ಗ್ರಾಮ ಪಂಚಾಯಿತಿ ಸದಸ್ಯರು ಅಧ್ಯಕ್ಷರು ಹಾಗೂ ಸಿಬ್ಬಂದಿ ವರ್ಗ ಅವರನ್ನು ಅಭಿನಂದಿಸಿದರು. ಈ ಸಂದರ್ಭದಲ್ಲಿ ಮುಖಂಡರು ಶಿಕ್ಷಕರು ಗ್ರಾಮಸ್ಥರು ಭಾಗವಹಿಸಿದ್ದರು. (49, 729, 185, 756)
ad-product-name: TOP SEVEN (253, 747, 273, 759)
ad-housing-phones: 9148640458, 8867994559 (43, 817, 191, 833)
article-6-body-left: ಬಯಲುಸೀಮೆ ಕ್ಷೇತ್ರದ ಅರಕೆರೆ ಗ್ರಾಮ ಪಂಚಾಯಿತಿ ಉಪಾಧ್ಯಕ್ಷರಾಗಿ ಸಂದರ್ಭಕ್ಕೆ ನೂತನ ಗ್ರಾಮ ಪಂ. ಎಸ್.ಮಂಜುನಾಥ್ ಅವಿರೋಧವಾಗಿ ಆಯ್ಕೆಯಾದರು. ಗ್ರಾಮ ಪಂಚಾಯಿತಿ ಸದಸ್ಯರು ಅಧ್ಯಕ್ಷರು ಹಾಗೂ ಸಿಬ್ಬಂದಿ ವರ್ಗ ಅವರನ್ನು ಅಭಿನಂದಿಸಿದರು. ಈ ಸಂದರ್ಭದಲ್ಲಿ ಮುಖಂಡರು ಶಿಕ್ಷಕರು ಗ್ರಾಮಸ್ಥರು ಭಾಗವಹಿಸಿದ್ದರು. ಬಯಲುಸೀಮೆ ಕ್ಷೇತ್ರದ ಅರಕೆರೆ ಗ್ರಾಮ ಪಂಚಾಯಿತಿ ಉಪಾಧ್ಯಕ್ಷರಾಗಿ ಸಂದರ್ಭಕ್ಕೆ ನೂತನ ಗ್ರಾಮ ಪಂ. ಎಸ್.ಮಂಜುನಾಥ್ ಅವಿರೋಧವಾಗಿ ಆಯ್ಕೆಯಾದರು. ಗ್ರಾಮ ಪಂಚಾಯಿತಿ ಸದಸ್ಯರು ಅಧ್ಯಕ್ಷರು ಹಾಗೂ ಸಿಬ್ಬಂದಿ ವರ್ಗ ಅವರನ್ನು ಅಭಿನಂದಿಸಿದರು. ಈ ಸಂದರ್ಭದಲ್ಲಿ ಮುಖಂಡರು ಶಿಕ್ಷಕರು ಗ್ರಾಮಸ್ಥರು ಭಾಗವಹಿಸಿದ್ದರು. ಬಯಲುಸೀಮೆ ಕ್ಷೇತ್ರದ ಅರಕೆರೆ ಗ್ರಾಮ ಪಂಚಾಯಿತಿ ಉಪಾಧ್ಯಕ್ಷರಾಗಿ ಸಂದರ್ಭಕ್ಕೆ ನೂತನ ಗ್ರಾಮ ಪಂ. ಎಸ್.ಮಂಜುನಾಥ್ ಅವಿರೋಧವಾಗಿ ಆಯ್ಕೆಯಾದರು. ಗ್ರಾಮ ಪಂಚಾಯಿತಿ ಸದಸ್ಯರು ಅಧ್ಯಕ್ಷರು ಹಾಗೂ ಸಿಬ್ಬಂದಿ ವರ್ಗ ಅವರನ್ನು ಅಭಿನಂದಿಸಿದರು. ಈ ಸಂದರ್ಭದಲ್ಲಿ ಮುಖಂಡರು ಶಿಕ್ಷಕರು ಗ್ರಾಮಸ್ಥರು ಭಾಗವಹಿಸಿದ್ದರು. (360, 672, 460, 800)
article-8-headline-2: ಸಂವಾದ ಸಭೆ (572, 864, 622, 878)
ad-slv-header: ಬಯಲು ಸಿಂಹ ಪತ್ರಿಕೆ ದಿನಾಚಾರ ಓದಿ (44, 844, 194, 858)
article-7-body: ಬಯಲುಸೀಮೆ ಕ್ಷೇತ್ರದ ಅರಕೆರೆ ಗ್ರಾಮ ಪಂಚಾಯಿತಿ ಉಪಾಧ್ಯಕ್ಷರಾಗಿ ಸಂದರ್ಭಕ್ಕೆ ನೂತನ ಗ್ರಾಮ ಪಂ. ಎಸ್.ಮಂಜುನಾಥ್ ಅವಿರೋಧವಾಗಿ ಆಯ್ಕೆಯಾದರು. ಗ್ರಾಮ ಪಂಚಾಯಿತಿ ಸದಸ್ಯರು ಅಧ್ಯಕ್ಷರು ಹಾಗೂ ಸಿಬ್ಬಂದಿ ವರ್ಗ ಅವರನ್ನು ಅಭಿನಂದಿಸಿದರು. ಈ ಸಂದರ್ಭದಲ್ಲಿ ಮುಖಂಡರು ಶಿಕ್ಷಕರು ಗ್ರಾಮಸ್ಥರು ಭಾಗವಹಿಸಿದ್ದರು. ಬಯಲುಸೀಮೆ ಕ್ಷೇತ್ರದ ಅರಕೆರೆ ಗ್ರಾಮ ಪಂಚಾಯಿತಿ ಉಪಾಧ್ಯಕ್ಷರಾಗಿ ಸಂದರ್ಭಕ್ಕೆ ನೂತನ ಗ್ರಾಮ ಪಂ. ಎಸ್.ಮಂಜುನಾಥ್ ಅವಿರೋಧವಾಗಿ ಆಯ್ಕೆಯಾದರು. ಗ್ರಾಮ ಪಂಚಾಯಿತಿ ಸದಸ್ಯರು ಅಧ್ಯಕ್ಷರು ಹಾಗೂ ಸಿಬ್ಬಂದಿ ವರ್ಗ ಅವರನ್ನು ಅಭಿನಂದಿಸಿದರು. ಈ ಸಂದರ್ಭದಲ್ಲಿ ಮುಖಂಡರು ಶಿಕ್ಷಕರು ಗ್ರಾಮಸ್ಥರು ಭಾಗವಹಿಸಿದ್ದರು. ಬಯಲುಸೀಮೆ ಕ್ಷೇತ್ರದ ಅರಕೆರೆ ಗ್ರಾಮ ಪಂಚಾಯಿತಿ ಉಪಾಧ್ಯಕ್ಷರಾಗಿ ಸಂದರ್ಭಕ್ಕೆ ನೂತನ ಗ್ರಾಮ ಪಂ. ಎಸ್.ಮಂಜುನಾಥ್ ಅವಿರೋಧವಾಗಿ ಆಯ್ಕೆಯಾದರು. ಗ್ರಾಮ ಪಂಚಾಯಿತಿ ಸದಸ್ಯರು ಅಧ್ಯಕ್ಷರು ಹಾಗೂ ಸಿಬ್ಬಂದಿ ವರ್ಗ ಅವರನ್ನು ಅಭಿನಂದಿಸಿದರು. ಈ ಸಂದರ್ಭದಲ್ಲಿ ಮುಖಂಡರು ಶಿಕ್ಷಕರು ಗ್ರಾಮಸ್ಥರು ಭಾಗವಹಿಸಿದ್ದರು. ಬಯಲುಸೀಮೆ ಕ್ಷೇತ್ರದ ಅರಕೆರೆ ಗ್ರಾಮ ಪಂಚಾಯಿತಿ ಉಪಾಧ್ಯಕ್ಷರಾಗಿ ಸಂದರ್ಭಕ್ಕೆ ನೂತನ ಗ್ರಾಮ ಪಂ. ಎಸ್.ಮಂಜುನಾಥ್ ಅವಿರೋಧವಾಗಿ ಆಯ್ಕೆಯಾದರು. ಗ್ರಾಮ ಪಂಚಾಯಿತಿ ಸದಸ್ಯರು ಅಧ್ಯಕ್ಷರು ಹಾಗೂ ಸಿಬ್ಬಂದಿ ವರ್ಗ ಅವರನ್ನು ಅಭಿನಂದಿಸಿದರು. ಈ ಸಂದರ್ಭದಲ್ಲಿ ಮುಖಂಡರು ಶಿಕ್ಷಕರು ಗ್ರಾಮಸ್ಥರು ಭಾಗವಹಿಸಿದ್ದರು. (360, 872, 514, 985)
ad-product-footer-1: Mfd: RAVISH INDUSTRIES, BENGALURU-560064 (217, 820, 339, 825)
article-1-photo (42, 70, 352, 196)
ad-contact-notice-body-2: ಬಯಲುಸೀಮೆ ಕ್ಷೇತ್ರದ ಅರಕೆರೆ ಗ್ರಾಮ ಪಂಚಾಯಿತಿ ಉಪಾಧ್ಯಕ್ಷರಾಗಿ ಸಂದರ್ಭಕ್ಕೆ ನೂತನ ಗ್ರಾಮ ಪಂ. ಎಸ್.ಮಂಜುನಾಥ್ ಅವಿರೋಧವಾಗಿ ಆಯ್ಕೆಯಾದರು. ಗ್ರಾಮ ಪಂಚಾಯಿತಿ ಸದಸ್ಯರು ಅಧ್ಯಕ್ಷರು ಹಾಗೂ ಸಿಬ್ಬಂದಿ ವರ್ಗ ಅವರನ್ನು ಅಭಿನಂದಿಸಿದರು. ಈ ಸಂದರ್ಭದಲ್ಲಿ ಮುಖಂಡರು ಶಿಕ್ಷಕರು ಗ್ರಾಮಸ್ಥರು ಭಾಗವಹಿಸಿದ್ದರು. (206, 924, 345, 951)
ad-slv-products-2: sand, m sand, size stone, borders available (64, 959, 174, 965)
column-divider (354, 54, 355, 1014)
article-8-body: ಬಯಲುಸೀಮೆ ಕ್ಷೇತ್ರದ ಅರಕೆರೆ ಗ್ರಾಮ ಪಂಚಾಯಿತಿ ಉಪಾಧ್ಯಕ್ಷರಾಗಿ ಸಂದರ್ಭಕ್ಕೆ ನೂತನ ಗ್ರಾಮ ಪಂ. ಎಸ್.ಮಂಜುನಾಥ್ ಅವಿರೋಧವಾಗಿ ಆಯ್ಕೆಯಾದರು. ಗ್ರಾಮ ಪಂಚಾಯಿತಿ ಸದಸ್ಯರು ಅಧ್ಯಕ್ಷರು ಹಾಗೂ ಸಿಬ್ಬಂದಿ ವರ್ಗ ಅವರನ್ನು ಅಭಿನಂದಿಸಿದರು. ಈ ಸಂದರ್ಭದಲ್ಲಿ ಮುಖಂಡರು ಶಿಕ್ಷಕರು ಗ್ರಾಮಸ್ಥರು ಭಾಗವಹಿಸಿದ್ದರು. ಬಯಲುಸೀಮೆ ಕ್ಷೇತ್ರದ ಅರಕೆರೆ ಗ್ರಾಮ ಪಂಚಾಯಿತಿ ಉಪಾಧ್ಯಕ್ಷರಾಗಿ ಸಂದರ್ಭಕ್ಕೆ ನೂತನ ಗ್ರಾಮ ಪಂ. ಎಸ್.ಮಂಜುನಾಥ್ ಅವಿರೋಧವಾಗಿ ಆಯ್ಕೆಯಾದರು. ಗ್ರಾಮ ಪಂಚಾಯಿತಿ ಸದಸ್ಯರು ಅಧ್ಯಕ್ಷರು ಹಾಗೂ ಸಿಬ್ಬಂದಿ ವರ್ಗ ಅವರನ್ನು ಅಭಿನಂದಿಸಿದರು. ಈ ಸಂದರ್ಭದಲ್ಲಿ ಮುಖಂಡರು ಶಿಕ್ಷಕರು ಗ್ರಾಮಸ್ಥರು ಭಾಗವಹಿಸಿದ್ದರು. ಬಯಲುಸೀಮೆ ಕ್ಷೇತ್ರದ ಅರಕೆರೆ ಗ್ರಾಮ ಪಂಚಾಯಿತಿ ಉಪಾಧ್ಯಕ್ಷರಾಗಿ ಸಂದರ್ಭಕ್ಕೆ ನೂತನ ಗ್ರಾಮ ಪಂ. ಎಸ್.ಮಂಜುನಾಥ್ ಅವಿರೋಧವಾಗಿ ಆಯ್ಕೆಯಾದರು. ಗ್ರಾಮ ಪಂಚಾಯಿತಿ ಸದಸ್ಯರು ಅಧ್ಯಕ್ಷರು ಹಾಗೂ ಸಿಬ್ಬಂದಿ ವರ್ಗ ಅವರನ್ನು ಅಭಿನಂದಿಸಿದರು. ಈ ಸಂದರ್ಭದಲ್ಲಿ ಮುಖಂಡರು ಶಿಕ್ಷಕರು ಗ್ರಾಮಸ್ಥರು ಭಾಗವಹಿಸಿದ್ದರು. ಬಯಲುಸೀಮೆ ಕ್ಷೇತ್ರದ ಅರಕೆರೆ ಗ್ರಾಮ ಪಂಚಾಯಿತಿ ಉಪಾಧ್ಯಕ್ಷರಾಗಿ ಸಂದರ್ಭಕ್ಕೆ ನೂತನ ಗ್ರಾಮ ಪಂ. ಎಸ್.ಮಂಜುನಾಥ್ ಅವಿರೋಧವಾಗಿ ಆಯ್ಕೆಯಾದರು. ಗ್ರಾಮ ಪಂಚಾಯಿತಿ ಸದಸ್ಯರು ಅಧ್ಯಕ್ಷರು ಹಾಗೂ ಸಿಬ್ಬಂದಿ ವರ್ಗ ಅವರನ್ನು ಅಭಿನಂದಿಸಿದರು. ಈ ಸಂದರ್ಭದಲ್ಲಿ ಮುಖಂಡರು ಶಿಕ್ಷಕರು ಗ್ರಾಮಸ್ಥರು ಭಾಗವಹಿಸಿದ್ದರು. (524, 884, 670, 1001)
article-3-photo (144, 336, 352, 442)
ad-housing-line1: ನಿಮಗೊಂದು ಸುವರ್ಣ ಅವಕಾಶ (78, 703, 156, 712)
ad-product-footer-2: CONTACT: +91 9066427927 (242, 829, 314, 834)
article-4-body-bottom: ಬಯಲುಸೀಮೆ ಕ್ಷೇತ್ರದ ಅರಕೆರೆ ಗ್ರಾಮ ಪಂಚಾಯಿತಿ ಉಪಾಧ್ಯಕ್ಷರಾಗಿ ಸಂದರ್ಭಕ್ಕೆ ನೂತನ ಗ್ರಾಮ ಪಂ. ಎಸ್.ಮಂಜುನಾಥ್ ಅವಿರೋಧವಾಗಿ ಆಯ್ಕೆಯಾದರು. ಗ್ರಾಮ ಪಂಚಾಯಿತಿ ಸದಸ್ಯರು ಅಧ್ಯಕ್ಷರು ಹಾಗೂ ಸಿಬ್ಬಂದಿ ವರ್ಗ ಅವರನ್ನು ಅಭಿನಂದಿಸಿದರು. ಈ ಸಂದರ್ಭದಲ್ಲಿ ಮುಖಂಡರು ಶಿಕ್ಷಕರು ಗ್ರಾಮಸ್ಥರು ಭಾಗವಹಿಸಿದ್ದರು. ಬಯಲುಸೀಮೆ ಕ್ಷೇತ್ರದ ಅರಕೆರೆ ಗ್ರಾಮ ಪಂಚಾಯಿತಿ ಉಪಾಧ್ಯಕ್ಷರಾಗಿ ಸಂದರ್ಭಕ್ಕೆ ನೂತನ ಗ್ರಾಮ ಪಂ. ಎಸ್.ಮಂಜುನಾಥ್ ಅವಿರೋಧವಾಗಿ ಆಯ್ಕೆಯಾದರು. ಗ್ರಾಮ ಪಂಚಾಯಿತಿ ಸದಸ್ಯರು ಅಧ್ಯಕ್ಷರು ಹಾಗೂ ಸಿಬ್ಬಂದಿ ವರ್ಗ ಅವರನ್ನು ಅಭಿನಂದಿಸಿದರು. ಈ ಸಂದರ್ಭದಲ್ಲಿ ಮುಖಂಡರು ಶಿಕ್ಷಕರು ಗ್ರಾಮಸ್ಥರು ಭಾಗವಹಿಸಿದ್ದರು. ಬಯಲುಸೀಮೆ ಕ್ಷೇತ್ರದ ಅರಕೆರೆ ಗ್ರಾಮ ಪಂಚಾಯಿತಿ ಉಪಾಧ್ಯಕ್ಷರಾಗಿ ಸಂದರ್ಭಕ್ಕೆ ನೂತನ ಗ್ರಾಮ ಪಂ. ಎಸ್.ಮಂಜುನಾಥ್ ಅವಿರೋಧವಾಗಿ ಆಯ್ಕೆಯಾದರು. ಗ್ರಾಮ ಪಂಚಾಯಿತಿ ಸದಸ್ಯರು ಅಧ್ಯಕ್ಷರು ಹಾಗೂ ಸಿಬ್ಬಂದಿ ವರ್ಗ ಅವರನ್ನು ಅಭಿನಂದಿಸಿದರು. ಈ ಸಂದರ್ಭದಲ್ಲಿ ಮುಖಂಡರು ಶಿಕ್ಷಕರು ಗ್ರಾಮಸ್ಥರು ಭಾಗವಹಿಸಿದ್ದರು. ಬಯಲುಸೀಮೆ ಕ್ಷೇತ್ರದ ಅರಕೆರೆ ಗ್ರಾಮ ಪಂಚಾಯಿತಿ ಉಪಾಧ್ಯಕ್ಷರಾಗಿ ಸಂದರ್ಭಕ್ಕೆ ನೂತನ ಗ್ರಾಮ ಪಂ. ಎಸ್.ಮಂಜುನಾಥ್ ಅವಿರೋಧವಾಗಿ ಆಯ್ಕೆಯಾದರು. ಗ್ರಾಮ ಪಂಚಾಯಿತಿ ಸದಸ್ಯರು ಅಧ್ಯಕ್ಷರು ಹಾಗೂ ಸಿಬ್ಬಂದಿ ವರ್ಗ ಅವರನ್ನು ಅಭಿನಂದಿಸಿದರು. ಈ ಸಂದರ್ಭದಲ್ಲಿ ಮುಖಂಡರು ಶಿಕ್ಷಕರು ಗ್ರಾಮಸ್ಥರು ಭಾಗವಹಿಸಿದ್ದರು. ಬಯಲುಸೀಮೆ ಕ್ಷೇತ್ರದ ಅರಕೆರೆ ಗ್ರಾಮ ಪಂಚಾಯಿತಿ ಉಪಾಧ್ಯಕ್ಷರಾಗಿ ಸಂದರ್ಭಕ್ಕೆ ನೂತನ ಗ್ರಾಮ ಪಂ. ಎಸ್.ಮಂಜುನಾಥ್ ಅವಿರೋಧವಾಗಿ ಆಯ್ಕೆಯಾದರು. ಗ್ರಾಮ ಪಂಚಾಯಿತಿ ಸದಸ್ಯರು ಅಧ್ಯಕ್ಷರು ಹಾಗೂ ಸಿಬ್ಬಂದಿ ವರ್ಗ ಅವರನ್ನು ಅಭಿನಂದಿಸಿದರು. ಈ ಸಂದರ್ಭದಲ್ಲಿ ಮುಖಂಡರು ಶಿಕ್ಷಕರು ಗ್ರಾಮಸ್ಥರು ಭಾಗವಹಿಸಿದ್ದರು. ಬಯಲುಸೀಮೆ ಕ್ಷೇತ್ರದ ಅರಕೆರೆ ಗ್ರಾಮ ಪಂಚಾಯಿತಿ ಉಪಾಧ್ಯಕ್ಷರಾಗಿ ಸಂದರ್ಭಕ್ಕೆ ನೂತನ ಗ್ರಾಮ ಪಂ. ಎಸ್.ಮಂಜುನಾಥ್ ಅವಿರೋಧವಾಗಿ ಆಯ್ಕೆಯಾದರು. ಗ್ರಾಮ ಪಂಚಾಯಿತಿ ಸದಸ್ಯರು ಅಧ್ಯಕ್ಷರು ಹಾಗೂ ಸಿಬ್ಬಂದಿ ವರ್ಗ ಅವರನ್ನು ಅಭಿನಂದಿಸಿದರು. ಈ ಸಂದರ್ಭದಲ್ಲಿ ಮುಖಂಡರು ಶಿಕ್ಷಕರು ಗ್ರಾಮಸ್ಥರು ಭಾಗವಹಿಸಿದ್ದರು. (360, 450, 566, 577)
section-rule (360, 630, 670, 631)
section-rule (360, 312, 670, 313)
article-3-body-left: ಬಯಲುಸೀಮೆ ಕ್ಷೇತ್ರದ ಅರಕೆರೆ ಗ್ರಾಮ ಪಂಚಾಯಿತಿ ಉಪಾಧ್ಯಕ್ಷರಾಗಿ ಸಂದರ್ಭಕ್ಕೆ ನೂತನ ಗ್ರಾಮ ಪಂ. ಎಸ್.ಮಂಜುನಾಥ್ ಅವಿರೋಧವಾಗಿ ಆಯ್ಕೆಯಾದರು. ಗ್ರಾಮ ಪಂಚಾಯಿತಿ ಸದಸ್ಯರು ಅಧ್ಯಕ್ಷರು ಹಾಗೂ ಸಿಬ್ಬಂದಿ ವರ್ಗ ಅವರನ್ನು ಅಭಿನಂದಿಸಿದರು. ಈ ಸಂದರ್ಭದಲ್ಲಿ ಮುಖಂಡರು ಶಿಕ್ಷಕರು ಗ್ರಾಮಸ್ಥರು ಭಾಗವಹಿಸಿದ್ದರು. ಬಯಲುಸೀಮೆ ಕ್ಷೇತ್ರದ ಅರಕೆರೆ ಗ್ರಾಮ ಪಂಚಾಯಿತಿ ಉಪಾಧ್ಯಕ್ಷರಾಗಿ ಸಂದರ್ಭಕ್ಕೆ ನೂತನ ಗ್ರಾಮ ಪಂ. ಎಸ್.ಮಂಜುನಾಥ್ ಅವಿರೋಧವಾಗಿ ಆಯ್ಕೆಯಾದರು. ಗ್ರಾಮ ಪಂಚಾಯಿತಿ ಸದಸ್ಯರು ಅಧ್ಯಕ್ಷರು ಹಾಗೂ ಸಿಬ್ಬಂದಿ ವರ್ಗ ಅವರನ್ನು ಅಭಿನಂದಿಸಿದರು. ಈ ಸಂದರ್ಭದಲ್ಲಿ ಮುಖಂಡರು ಶಿಕ್ಷಕರು ಗ್ರಾಮಸ್ಥರು ಭಾಗವಹಿಸಿದ್ದರು. ಬಯಲುಸೀಮೆ ಕ್ಷೇತ್ರದ ಅರಕೆರೆ ಗ್ರಾಮ ಪಂಚಾಯಿತಿ ಉಪಾಧ್ಯಕ್ಷರಾಗಿ ಸಂದರ್ಭಕ್ಕೆ ನೂತನ ಗ್ರಾಮ ಪಂ. ಎಸ್.ಮಂಜುನಾಥ್ ಅವಿರೋಧವಾಗಿ ಆಯ್ಕೆಯಾದರು. ಗ್ರಾಮ ಪಂಚಾಯಿತಿ ಸದಸ್ಯರು ಅಧ್ಯಕ್ಷರು ಹಾಗೂ ಸಿಬ್ಬಂದಿ ವರ್ಗ ಅವರನ್ನು ಅಭಿನಂದಿಸಿದರು. ಈ ಸಂದರ್ಭದಲ್ಲಿ ಮುಖಂಡರು ಶಿಕ್ಷಕರು ಗ್ರಾಮಸ್ಥರು ಭಾಗವಹಿಸಿದ್ದರು. ಬಯಲುಸೀಮೆ ಕ್ಷೇತ್ರದ ಅರಕೆರೆ ಗ್ರಾಮ ಪಂಚಾಯಿತಿ ಉಪಾಧ್ಯಕ್ಷರಾಗಿ ಸಂದರ್ಭಕ್ಕೆ ನೂತನ ಗ್ರಾಮ ಪಂ. ಎಸ್.ಮಂಜುನಾಥ್ ಅವಿರೋಧವಾಗಿ ಆಯ್ಕೆಯಾದರು. ಗ್ರಾಮ ಪಂಚಾಯಿತಿ ಸದಸ್ಯರು ಅಧ್ಯಕ್ಷರು ಹಾಗೂ ಸಿಬ್ಬಂದಿ ವರ್ಗ ಅವರನ್ನು ಅಭಿನಂದಿಸಿದರು. ಈ ಸಂದರ್ಭದಲ್ಲಿ ಮುಖಂಡರು ಶಿಕ್ಷಕರು ಗ್ರಾಮಸ್ಥರು ಭಾಗವಹಿಸಿದ್ದರು. ಬಯಲುಸೀಮೆ ಕ್ಷೇತ್ರದ ಅರಕೆರೆ ಗ್ರಾಮ ಪಂಚಾಯಿತಿ ಉಪಾಧ್ಯಕ್ಷರಾಗಿ ಸಂದರ್ಭಕ್ಕೆ ನೂತನ ಗ್ರಾಮ ಪಂ. ಎಸ್.ಮಂಜುನಾಥ್ ಅವಿರೋಧವಾಗಿ ಆಯ್ಕೆಯಾದರು. ಗ್ರಾಮ ಪಂಚಾಯಿತಿ ಸದಸ್ಯರು ಅಧ್ಯಕ್ಷರು ಹಾಗೂ ಸಿಬ್ಬಂದಿ ವರ್ಗ ಅವರನ್ನು ಅಭಿನಂದಿಸಿದರು. ಈ ಸಂದರ್ಭದಲ್ಲಿ ಮುಖಂಡರು ಶಿಕ್ಷಕರು ಗ್ರಾಮಸ್ಥರು ಭಾಗವಹಿಸಿದ್ದರು. ಬಯಲುಸೀಮೆ ಕ್ಷೇತ್ರದ ಅರಕೆರೆ ಗ್ರಾಮ ಪಂಚಾಯಿತಿ ಉಪಾಧ್ಯಕ್ಷರಾಗಿ ಸಂದರ್ಭಕ್ಕೆ ನೂತನ ಗ್ರಾಮ ಪಂ. ಎಸ್.ಮಂಜುನಾಥ್ ಅವಿರೋಧವಾಗಿ ಆಯ್ಕೆಯಾದರು. ಗ್ರಾಮ ಪಂಚಾಯಿತಿ ಸದಸ್ಯರು ಅಧ್ಯಕ್ಷರು ಹಾಗೂ ಸಿಬ್ಬಂದಿ (42, 336, 138, 582)
festival-photo-image (361, 335, 567, 447)
